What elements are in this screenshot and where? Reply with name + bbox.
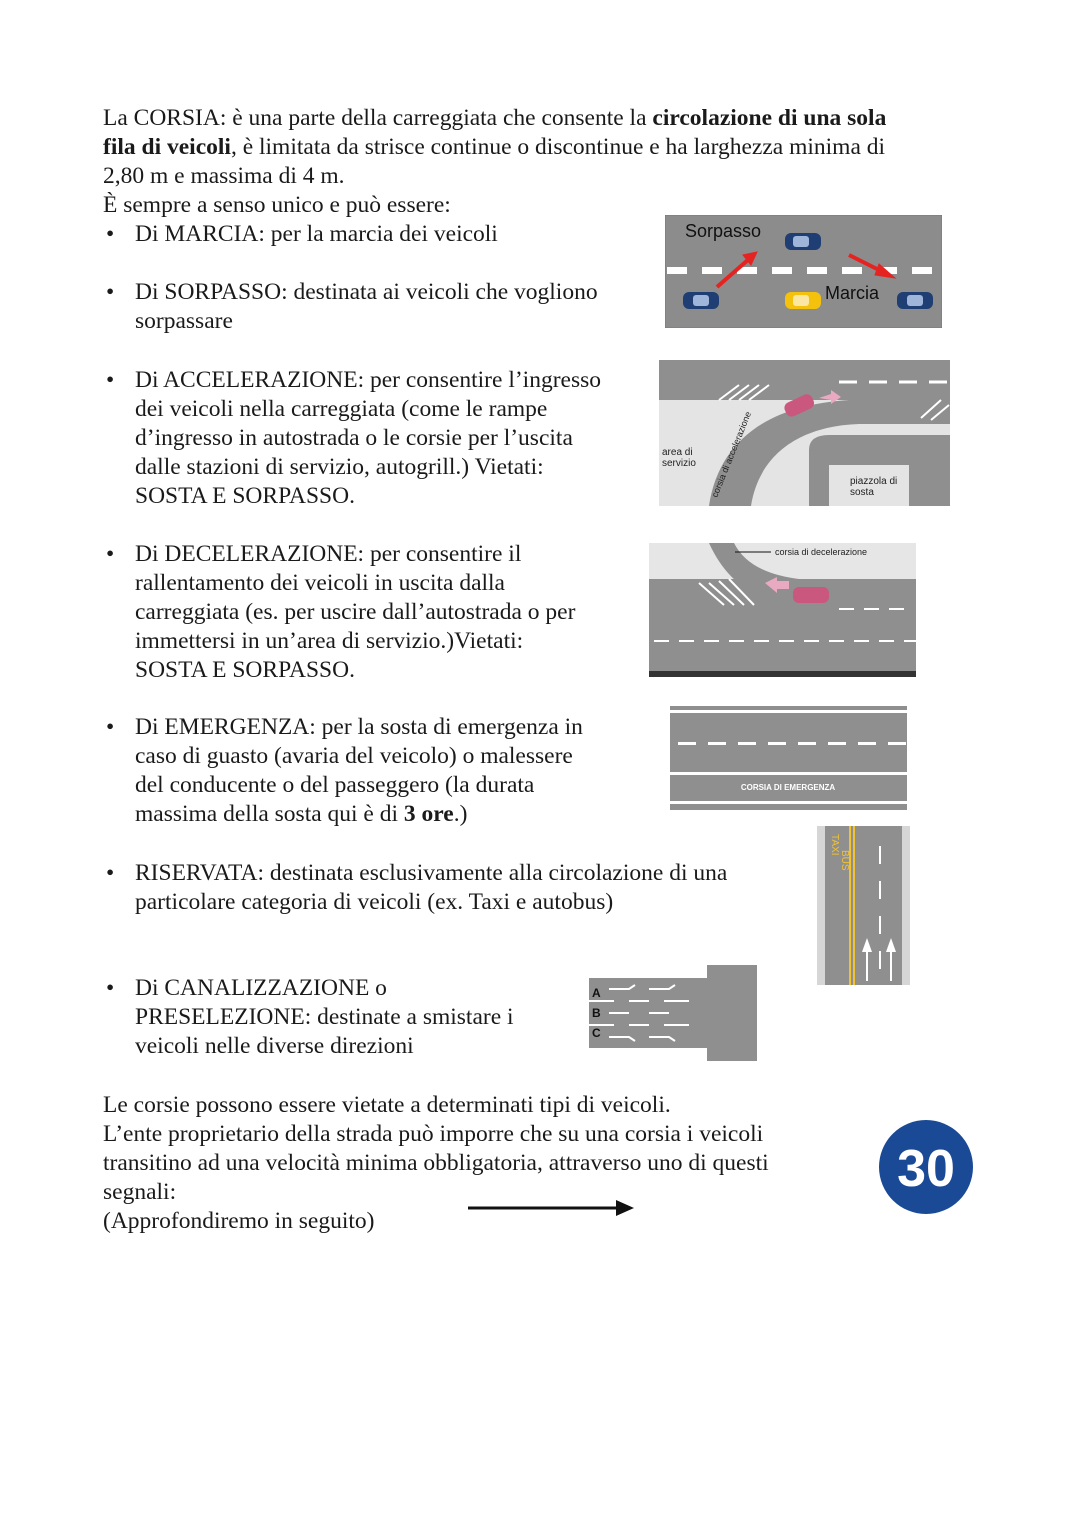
- bullet-emergenza: •: [106, 714, 115, 740]
- intro-line-4: È sempre a senso unico e può essere:: [103, 192, 451, 218]
- label-lane-c: C: [592, 1026, 601, 1040]
- bullet-canalizzazione: •: [106, 975, 115, 1001]
- label-bus: BUS: [839, 850, 850, 871]
- item-emergenza: Di EMERGENZA: per la sosta di emergenza in caso di guasto (avaria del veicolo) o malessere del conducente o del passeggero (la durata massima della sosta qui è di 3 ore.): [135, 714, 583, 827]
- car-blue-icon: [683, 292, 719, 309]
- figure-canalizzazione: [589, 965, 769, 1061]
- item-riservata: RISERVATA: destinata esclusivamente alla circolazione di una particolare categoria di veicoli (ex. Taxi e autobus): [135, 860, 728, 915]
- svg-text:servizio: servizio: [662, 458, 696, 469]
- figure-decelerazione: [649, 543, 916, 677]
- arrow-right-icon: [468, 1198, 636, 1218]
- svg-text:area di: area di: [662, 447, 693, 458]
- figure-sorpasso-marcia: [665, 215, 942, 328]
- bullet-marcia: •: [106, 221, 115, 247]
- bullet-riservata: •: [106, 860, 115, 886]
- figure-accelerazione: [659, 360, 950, 506]
- item-marcia: Di MARCIA: per la marcia dei veicoli: [135, 221, 498, 247]
- label-taxi: TAXI: [829, 834, 840, 856]
- bullet-decelerazione: •: [106, 541, 115, 567]
- intro-paragraph: [103, 104, 983, 220]
- svg-text:sosta: sosta: [850, 487, 874, 498]
- figure-riservata: [817, 826, 910, 985]
- car-pink-icon: [793, 587, 829, 603]
- car-yellow-icon: [785, 292, 821, 309]
- svg-text:piazzola di: piazzola di: [850, 476, 898, 487]
- intro-line-2: fila di veicoli, è limitata da strisce continue o discontinue e ha larghezza minima di: [103, 134, 886, 160]
- bullet-accelerazione: •: [106, 367, 115, 393]
- minimum-speed-sign: [874, 1115, 978, 1219]
- intro-line-1: La CORSIA: è una parte della carreggiata che consente la circolazione di una sola: [103, 105, 887, 131]
- figure-emergenza: [670, 706, 907, 810]
- item-sorpasso: Di SORPASSO: destinata ai veicoli che vogliono sorpassare: [135, 279, 598, 334]
- item-canalizzazione: Di CANALIZZAZIONE o PRESELEZIONE: destinate a smistare i veicoli nelle diverse direzioni: [135, 975, 514, 1059]
- item-accelerazione: Di ACCELERAZIONE: per consentire l’ingresso dei veicoli nella carreggiata (come le rampe d’ingresso in autostrada o le corsie per l’uscita dalle stazioni di servizio, autogrill.) Vietati: SOSTA E SORPASSO.: [135, 367, 601, 509]
- bullet-sorpasso: •: [106, 279, 115, 305]
- label-corsia-accelerazione: corsia di accelerazione: [709, 410, 754, 499]
- sign-value: 30: [897, 1140, 955, 1198]
- intro-line-3: 2,80 m e massima di 4 m.: [103, 163, 345, 189]
- label-corsia-decelerazione: corsia di decelerazione: [775, 547, 868, 557]
- item-decelerazione: Di DECELERAZIONE: per consentire il rallentamento dei veicoli in uscita dalla carreggiata (es. per uscire dall’autostrada o per immettersi in un’area di servizio.)Vietati: SOSTA E SORPASSO.: [135, 541, 576, 683]
- outro-paragraph: Le corsie possono essere vietate a determinati tipi di veicoli. L’ente proprietario della strada può imporre che su una corsia i veicoli transitino ad una velocità minima obbligatoria, attraverso uno di questi segnali: (Approfondiremo in seguito): [103, 1092, 769, 1234]
- label-corsia-emergenza: CORSIA DI EMERGENZA: [740, 783, 836, 792]
- car-blue-icon: [785, 233, 821, 250]
- car-blue-icon: [897, 292, 933, 309]
- label-lane-a: A: [592, 986, 601, 1000]
- label-lane-b: B: [592, 1006, 601, 1020]
- label-sorpasso: Sorpasso: [685, 221, 762, 241]
- label-marcia: Marcia: [825, 283, 880, 303]
